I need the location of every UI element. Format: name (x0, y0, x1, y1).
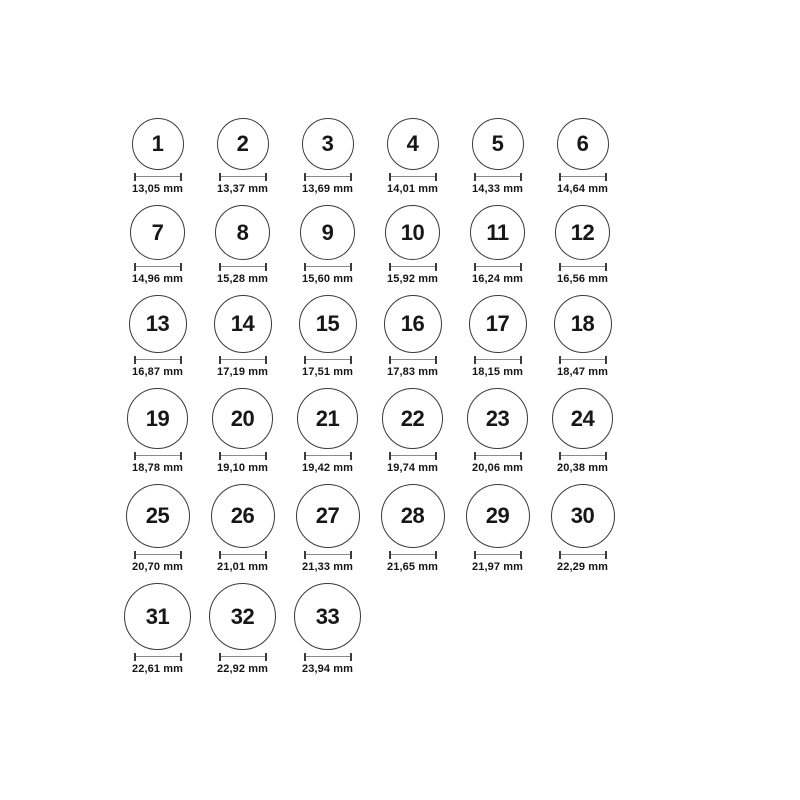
ring-size-number: 15 (315, 311, 340, 336)
ring-size-circle (297, 388, 358, 449)
diameter-measure-line (474, 551, 522, 559)
ring-size-circle (551, 484, 615, 548)
ring-size-row (115, 388, 800, 474)
diameter-measure-line (559, 173, 607, 181)
ring-size-cell (540, 484, 625, 573)
diameter-label: 18,15 mm (472, 366, 523, 378)
ring-size-cell (285, 118, 370, 195)
ring-size-circle (211, 484, 275, 548)
ring-size-number: 21 (315, 405, 340, 431)
diameter-measure-line (389, 356, 437, 364)
ring-size-number: 31 (145, 603, 170, 629)
diameter-measure-line (219, 263, 267, 271)
ring-size-cell (540, 205, 625, 285)
diameter-label: 19,10 mm (217, 462, 268, 474)
ring-size-row (115, 484, 800, 573)
diameter-label: 22,92 mm (217, 663, 268, 675)
diameter-measure-line (134, 551, 182, 559)
ring-size-cell (455, 484, 540, 573)
ring-size-number: 19 (145, 405, 170, 431)
diameter-measure-line (134, 653, 182, 661)
ring-size-number: 12 (570, 219, 595, 245)
ring-size-circle (294, 583, 361, 650)
ring-size-number: 30 (570, 503, 595, 528)
diameter-label: 20,06 mm (472, 462, 523, 474)
diameter-label: 13,05 mm (132, 183, 183, 195)
ring-size-circle (552, 388, 613, 449)
ring-size-circle (472, 118, 524, 170)
ring-size-cell (370, 388, 455, 474)
ring-size-cell (115, 118, 200, 195)
ring-size-number: 13 (145, 311, 170, 336)
diameter-label: 15,28 mm (217, 273, 268, 285)
ring-size-row (115, 205, 800, 285)
diameter-label: 21,01 mm (217, 561, 268, 573)
diameter-label: 15,92 mm (387, 273, 438, 285)
ring-size-number: 28 (400, 503, 425, 528)
diameter-label: 23,94 mm (302, 663, 353, 675)
ring-size-number: 7 (151, 219, 164, 245)
ring-size-number: 20 (230, 405, 255, 431)
ring-size-number: 33 (315, 603, 340, 629)
diameter-label: 19,42 mm (302, 462, 353, 474)
ring-size-number: 24 (570, 405, 595, 431)
diameter-label: 17,19 mm (217, 366, 268, 378)
ring-size-circle (381, 484, 445, 548)
ring-size-number: 22 (400, 405, 425, 431)
ring-size-cell (285, 583, 370, 675)
ring-size-cell (200, 583, 285, 675)
ring-size-circle (296, 484, 360, 548)
ring-size-circle (130, 205, 185, 260)
ring-size-number: 4 (406, 131, 419, 156)
diameter-measure-line (559, 356, 607, 364)
ring-size-cell (115, 205, 200, 285)
diameter-measure-line (134, 173, 182, 181)
ring-size-circle (299, 295, 357, 353)
ring-size-number: 32 (230, 603, 255, 629)
diameter-measure-line (474, 173, 522, 181)
ring-size-circle (384, 295, 442, 353)
ring-size-cell (200, 484, 285, 573)
diameter-label: 17,51 mm (302, 366, 353, 378)
diameter-measure-line (304, 173, 352, 181)
diameter-label: 16,87 mm (132, 366, 183, 378)
ring-size-cell (455, 118, 540, 195)
ring-size-circle (214, 295, 272, 353)
diameter-label: 16,24 mm (472, 273, 523, 285)
ring-size-cell (370, 484, 455, 573)
ring-size-cell (370, 295, 455, 378)
diameter-measure-line (219, 173, 267, 181)
ring-size-number: 29 (485, 503, 510, 528)
ring-size-cell (200, 388, 285, 474)
diameter-label: 18,47 mm (557, 366, 608, 378)
diameter-measure-line (474, 356, 522, 364)
ring-size-cell (455, 295, 540, 378)
ring-size-cell (200, 205, 285, 285)
ring-size-circle (302, 118, 354, 170)
ring-size-circle (129, 295, 187, 353)
diameter-measure-line (474, 263, 522, 271)
diameter-measure-line (389, 551, 437, 559)
diameter-measure-line (304, 653, 352, 661)
diameter-measure-line (559, 551, 607, 559)
diameter-label: 21,65 mm (387, 561, 438, 573)
diameter-label: 22,61 mm (132, 663, 183, 675)
diameter-label: 14,01 mm (387, 183, 438, 195)
ring-size-cell (115, 295, 200, 378)
ring-size-circle (557, 118, 609, 170)
diameter-label: 14,64 mm (557, 183, 608, 195)
ring-size-number: 3 (321, 131, 334, 156)
diameter-measure-line (389, 263, 437, 271)
ring-size-number: 1 (151, 131, 164, 156)
ring-size-number: 10 (400, 219, 425, 245)
ring-size-cell (540, 118, 625, 195)
ring-size-cell (115, 484, 200, 573)
diameter-measure-line (134, 356, 182, 364)
ring-size-cell (200, 118, 285, 195)
ring-size-circle (209, 583, 276, 650)
diameter-label: 14,96 mm (132, 273, 183, 285)
ring-size-circle (217, 118, 269, 170)
diameter-measure-line (219, 452, 267, 460)
ring-size-cell (285, 205, 370, 285)
ring-size-number: 5 (491, 131, 504, 156)
ring-size-number: 6 (576, 131, 589, 156)
diameter-label: 21,97 mm (472, 561, 523, 573)
ring-size-circle (382, 388, 443, 449)
ring-size-circle (215, 205, 270, 260)
ring-size-circle (555, 205, 610, 260)
ring-size-cell (540, 388, 625, 474)
diameter-label: 17,83 mm (387, 366, 438, 378)
ring-size-cell (455, 388, 540, 474)
ring-size-circle (124, 583, 191, 650)
diameter-measure-line (559, 452, 607, 460)
diameter-label: 13,37 mm (217, 183, 268, 195)
ring-size-number: 18 (570, 311, 595, 336)
diameter-label: 20,38 mm (557, 462, 608, 474)
diameter-label: 22,29 mm (557, 561, 608, 573)
diameter-measure-line (304, 452, 352, 460)
ring-size-cell (370, 205, 455, 285)
ring-size-cell (285, 295, 370, 378)
ring-size-row (115, 583, 800, 675)
ring-size-number: 23 (485, 405, 510, 431)
ring-size-cell (455, 205, 540, 285)
ring-size-circle (469, 295, 527, 353)
ring-size-circle (212, 388, 273, 449)
diameter-label: 13,69 mm (302, 183, 353, 195)
diameter-label: 14,33 mm (472, 183, 523, 195)
ring-size-circle (385, 205, 440, 260)
ring-size-circle (300, 205, 355, 260)
diameter-measure-line (389, 173, 437, 181)
ring-size-number: 26 (230, 503, 255, 528)
ring-size-number: 25 (145, 503, 170, 528)
ring-size-circle (554, 295, 612, 353)
diameter-measure-line (304, 356, 352, 364)
ring-size-number: 2 (236, 131, 249, 156)
ring-size-circle (467, 388, 528, 449)
ring-size-row (115, 295, 800, 378)
ring-size-circle (470, 205, 525, 260)
diameter-measure-line (219, 653, 267, 661)
diameter-label: 18,78 mm (132, 462, 183, 474)
diameter-measure-line (304, 263, 352, 271)
ring-size-circle (132, 118, 184, 170)
diameter-label: 19,74 mm (387, 462, 438, 474)
diameter-measure-line (389, 452, 437, 460)
ring-size-cell (200, 295, 285, 378)
ring-size-cell (115, 583, 200, 675)
diameter-measure-line (134, 263, 182, 271)
diameter-label: 16,56 mm (557, 273, 608, 285)
diameter-label: 15,60 mm (302, 273, 353, 285)
ring-size-cell (370, 118, 455, 195)
diameter-measure-line (474, 452, 522, 460)
ring-size-number: 17 (485, 311, 510, 336)
diameter-label: 21,33 mm (302, 561, 353, 573)
ring-size-circle (127, 388, 188, 449)
ring-size-cell (540, 295, 625, 378)
ring-size-circle (126, 484, 190, 548)
ring-size-cell (285, 484, 370, 573)
diameter-measure-line (134, 452, 182, 460)
diameter-measure-line (559, 263, 607, 271)
diameter-measure-line (304, 551, 352, 559)
ring-size-number: 9 (321, 219, 334, 245)
diameter-label: 20,70 mm (132, 561, 183, 573)
ring-size-circle (387, 118, 439, 170)
ring-size-number: 11 (486, 219, 509, 245)
ring-size-cell (285, 388, 370, 474)
diameter-measure-line (219, 551, 267, 559)
ring-size-row (115, 118, 800, 195)
ring-size-cell (115, 388, 200, 474)
ring-size-circle (466, 484, 530, 548)
ring-size-number: 14 (230, 311, 255, 336)
diameter-measure-line (219, 356, 267, 364)
ring-size-number: 27 (315, 503, 340, 528)
ring-size-number: 16 (400, 311, 425, 336)
ring-size-number: 8 (236, 219, 249, 245)
